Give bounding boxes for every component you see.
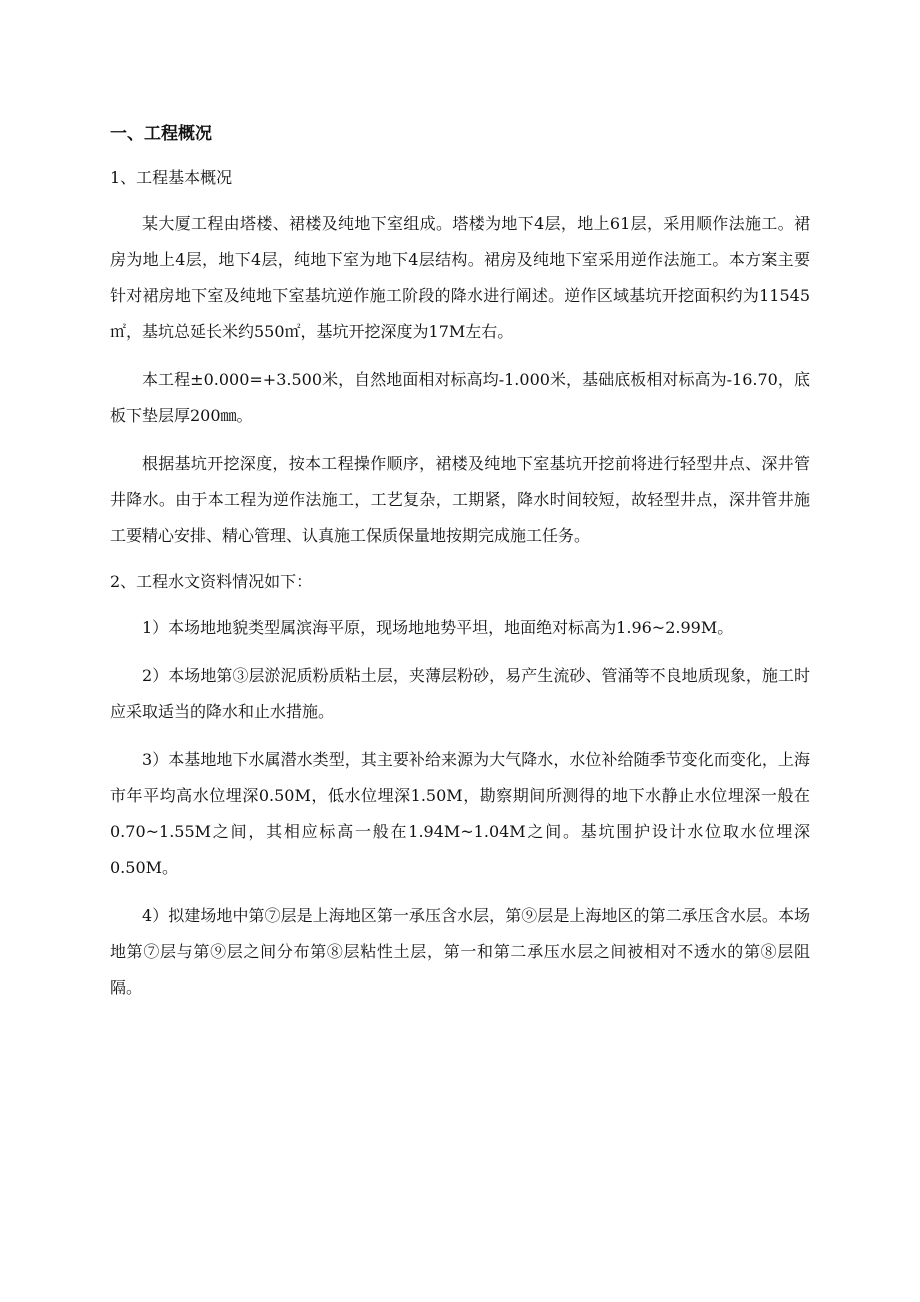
section-1-heading: 1、工程基本概况 [110, 168, 233, 187]
section-2-item-3: 3）本基地地下水属潜水类型，其主要补给来源为大气降水，水位补给随季节变化而变化，上海市年平均高水位埋深0.50M，低水位埋深1.50M，勘察期间所测得的地下水静止水位埋深一般在0.70~1.55M之间，其相应标高一般在1.94M~1.04M之间。基坑围护设计水位取水位埋深0.50M。 [110, 750, 810, 877]
section-1-paragraph-2: 本工程±0.000=+3.500米，自然地面相对标高均-1.000米，基础底板相对标高为-16.70，底板下垫层厚200㎜。 [110, 370, 810, 425]
section-2-item-2: 2）本场地第③层淤泥质粉质粘土层，夹薄层粉砂，易产生流砂、管涌等不良地质现象，施工时应采取适当的降水和止水措施。 [110, 666, 810, 721]
section-1-paragraph-1: 某大厦工程由塔楼、裙楼及纯地下室组成。塔楼为地下4层，地上61层，采用顺作法施工。裙房为地上4层，地下4层，纯地下室为地下4层结构。裙房及纯地下室采用逆作法施工。本方案主要针对裙房地下室及纯地下室基坑逆作施工阶段的降水进行阐述。逆作区域基坑开挖面积约为11545㎡，基坑总延长米约550㎡，基坑开挖深度为17M左右。 [110, 214, 810, 341]
document-page [110, 118, 810, 1018]
section-2-item-4: 4）拟建场地中第⑦层是上海地区第一承压含水层，第⑨层是上海地区的第二承压含水层。本场地第⑦层与第⑨层之间分布第⑧层粘性土层，第一和第二承压水层之间被相对不透水的第⑧层阻隔。 [110, 906, 810, 997]
section-2-item-1: 1）本场地地貌类型属滨海平原，现场地地势平坦，地面绝对标高为1.96~2.99M。 [142, 618, 734, 637]
section-1-paragraph-3: 根据基坑开挖深度，按本工程操作顺序，裙楼及纯地下室基坑开挖前将进行轻型井点、深井管井降水。由于本工程为逆作法施工，工艺复杂，工期紧，降水时间较短，故轻型井点，深井管井施工要精心安排、精心管理、认真施工保质保量地按期完成施工任务。 [110, 454, 810, 545]
chapter-heading: 一、工程概况 [110, 124, 212, 144]
section-2-heading: 2、工程水文资料情况如下： [110, 572, 313, 591]
